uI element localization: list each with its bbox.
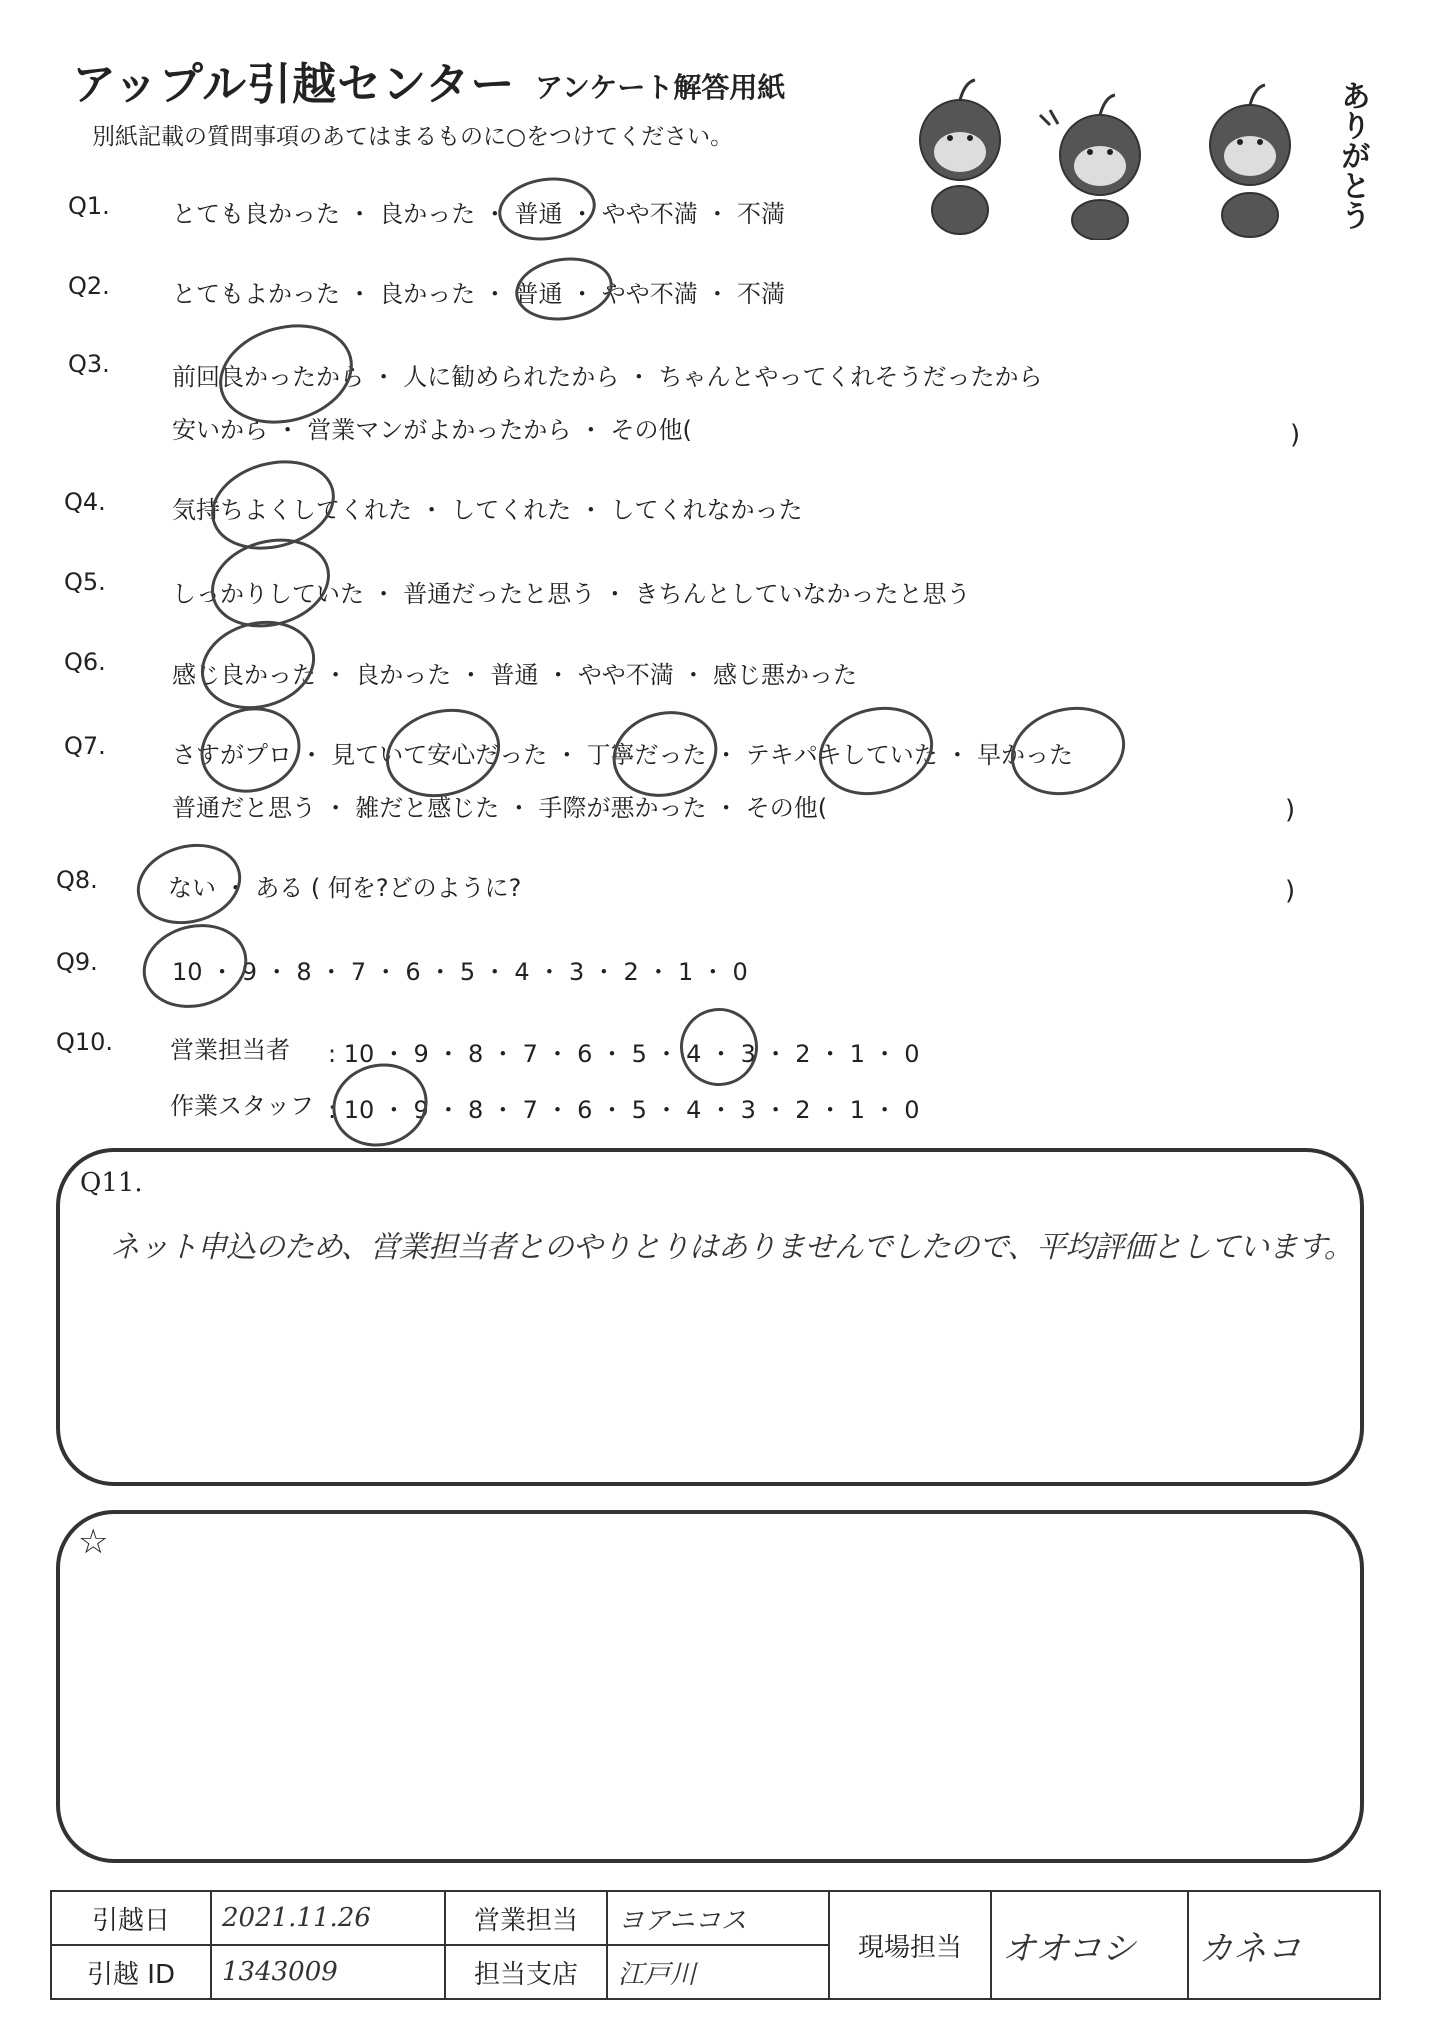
q7-options-line1: さすがプロ ・ 見ていて安心だった ・ 丁寧だった ・ テキパキしていた ・ 早かった xyxy=(172,741,1074,769)
q10-sales-label: 営業担当者 xyxy=(170,1036,290,1064)
q10-staff-label: 作業スタッフ xyxy=(170,1092,314,1120)
move-id-label: 引越 ID xyxy=(51,1945,211,1999)
q1-label: Q1. xyxy=(68,192,110,220)
q9-answer-circle xyxy=(133,913,257,1020)
move-date-value: 2021.11.26 xyxy=(211,1891,445,1945)
thanks-text: ありがとう xyxy=(1335,80,1370,230)
footer-info-table xyxy=(50,1890,1381,2000)
q6-label: Q6. xyxy=(64,648,106,676)
site-label: 現場担当 xyxy=(829,1891,991,1999)
q5-options: しっかりしていた ・ 普通だったと思う ・ きちんとしていなかったと思う xyxy=(172,580,971,608)
q9-label: Q9. xyxy=(56,948,98,976)
site-value-2: カネコ xyxy=(1188,1891,1380,1999)
q5-label: Q5. xyxy=(64,568,106,596)
move-id-value: 1343009 xyxy=(211,1945,445,1999)
q4-label: Q4. xyxy=(64,488,106,516)
q10-sales-scale: : 10 ・ 9 ・ 8 ・ 7 ・ 6 ・ 5 ・ 4 ・ 3 ・ 2 ・ 1 ・ 0 xyxy=(328,1040,920,1068)
q3-close-paren: ) xyxy=(1290,420,1301,450)
q6-answer-circle xyxy=(191,608,325,721)
q8-label: Q8. xyxy=(56,866,98,894)
q10-staff-scale: : 10 ・ 9 ・ 8 ・ 7 ・ 6 ・ 5 ・ 4 ・ 3 ・ 2 ・ 1 ・ 0 xyxy=(328,1096,920,1124)
q10-label: Q10. xyxy=(56,1028,114,1056)
q9-scale: 10 ・ 9 ・ 8 ・ 7 ・ 6 ・ 5 ・ 4 ・ 3 ・ 2 ・ 1 ・ 0 xyxy=(172,958,748,986)
q7-close-paren: ) xyxy=(1285,795,1296,825)
instruction-text: 別紙記載の質問事項のあてはまるものに○をつけてください。 xyxy=(92,124,734,150)
q11-comment-box xyxy=(56,1148,1364,1486)
q1-answer-circle xyxy=(494,171,600,246)
q4-options: 気持ちよくしてくれた ・ してくれた ・ してくれなかった xyxy=(172,496,803,524)
q7-answer-circle-hayai xyxy=(1001,694,1135,807)
q2-label: Q2. xyxy=(68,272,110,300)
q8-options: ない ・ ある ( 何を?どのように? xyxy=(168,874,522,902)
star-icon: ☆ xyxy=(78,1522,109,1562)
sales-label: 営業担当 xyxy=(445,1891,607,1945)
q7-label: Q7. xyxy=(64,732,106,760)
q11-label: Q11. xyxy=(80,1168,143,1198)
q3-options-line1: 前回良かったから ・ 人に勧められたから ・ ちゃんとやってくれそうだったから xyxy=(172,363,1043,391)
branch-label: 担当支店 xyxy=(445,1945,607,1999)
form-title: アンケート解答用紙 xyxy=(535,71,786,104)
q7-answer-circle-tekipaki xyxy=(809,694,943,807)
q8-answer-circle xyxy=(128,833,251,936)
q3-options-line2: 安いから ・ 営業マンがよかったから ・ その他( xyxy=(172,416,692,444)
q10-sales-answer-circle xyxy=(671,999,767,1095)
sales-value: ヨアニコス xyxy=(607,1891,829,1945)
move-date-label: 引越日 xyxy=(51,1891,211,1945)
site-value-1: オオコシ xyxy=(991,1891,1188,1999)
company-name: アップル引越センター xyxy=(72,59,516,110)
star-comment-box xyxy=(56,1510,1364,1863)
q1-options: とても良かった ・ 良かった ・ 普通 ・ やや不満 ・ 不満 xyxy=(172,200,786,228)
q2-options: とてもよかった ・ 良かった ・ 普通 ・ やや不満 ・ 不満 xyxy=(172,280,786,308)
q7-options-line2: 普通だと思う ・ 雑だと感じた ・ 手際が悪かった ・ その他( xyxy=(172,794,828,822)
q8-close-paren: ) xyxy=(1285,876,1296,906)
monkey-illustration xyxy=(900,60,1340,240)
q3-label: Q3. xyxy=(68,350,110,378)
branch-value: 江戸川 xyxy=(607,1945,829,1999)
q2-answer-circle xyxy=(511,251,617,326)
q11-comment-text: ネット申込のため、営業担当者とのやりとりはありませんでしたので、平均評価としています。 xyxy=(110,1230,1353,1265)
q6-options: 感じ良かった ・ 良かった ・ 普通 ・ やや不満 ・ 感じ悪かった xyxy=(172,661,858,689)
